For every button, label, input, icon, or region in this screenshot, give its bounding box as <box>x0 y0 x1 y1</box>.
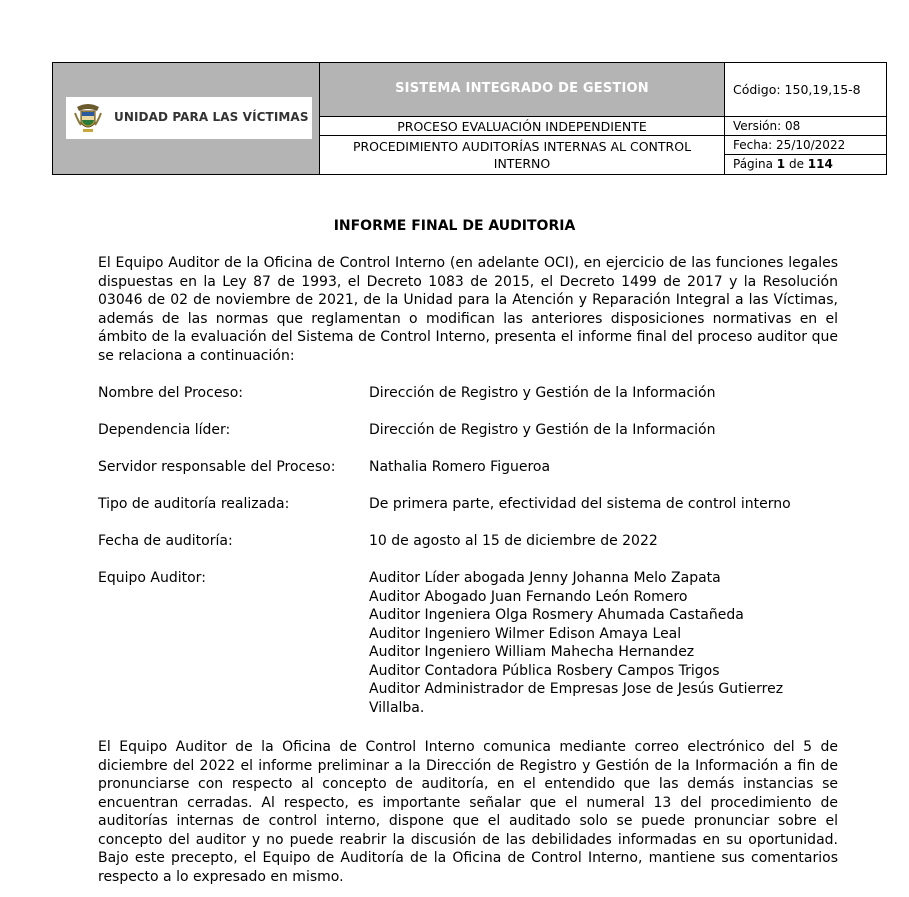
page-of: de <box>785 157 808 171</box>
auditor-item: Auditor Ingeniero Wilmer Edison Amaya Leal <box>369 625 682 642</box>
field-value: Dirección de Registro y Gestión de la Información <box>369 422 716 438</box>
coat-of-arms-icon <box>73 101 103 135</box>
field-label: Dependencia líder: <box>98 422 231 438</box>
field-value: De primera parte, efectividad del sistema de control interno <box>369 496 791 512</box>
field-label: Fecha de auditoría: <box>98 533 233 549</box>
auditor-item: Villalba. <box>369 699 425 716</box>
auditor-item: Auditor Contadora Pública Rosbery Campos Trigos <box>369 662 720 679</box>
system-title-cell <box>320 62 724 117</box>
closing-paragraph: El Equipo Auditor de la Oficina de Control Interno comunica mediante correo electrónico del 5 de diciembre del 2022 el informe preliminar a la Dirección de Registro y Gestión de la Información a fin de pronunciarse con respecto al concepto de auditoría, en el entendido que las demás instancias se encuentran cerradas. Al respecto, es importante señalar que el numeral 13 del procedimiento de auditorías internas de control interno, dispone que el auditado solo se puede pronunciar sobre el concepto del auditor y no puede reabrir la discusión de las debilidades informadas en su oportunidad. Bajo este precepto, el Equipo de Auditoría de la Oficina de Control Interno, mantiene sus comentarios respecto a lo expresado en mismo. <box>98 739 838 885</box>
page-indicator <box>724 155 887 175</box>
field-label: Nombre del Proceso: <box>98 385 244 401</box>
field-value: Dirección de Registro y Gestión de la Información <box>369 385 716 401</box>
system-title: SISTEMA INTEGRADO DE GESTION <box>395 81 649 96</box>
logo-text: UNIDAD PARA LAS VÍCTIMAS <box>114 110 309 124</box>
auditor-item: Auditor Administrador de Empresas Jose de Jesús Gutierrez <box>369 681 784 697</box>
field-value: 10 de agosto al 15 de diciembre de 2022 <box>369 533 658 549</box>
document-code: Código: 150,19,15-8 <box>724 62 887 117</box>
page-number: 1 <box>776 157 786 171</box>
document-version: Versión: 08 <box>724 117 887 136</box>
document-header <box>52 62 887 175</box>
field-label: Tipo de auditoría realizada: <box>98 496 290 512</box>
page-prefix: Página <box>733 157 777 171</box>
auditor-item: Auditor Ingeniera Olga Rosmery Ahumada Castañeda <box>369 607 744 623</box>
document-date: Fecha: 25/10/2022 <box>724 136 887 155</box>
auditor-item: Auditor Ingeniero William Mahecha Hernandez <box>369 644 695 660</box>
field-value: Nathalia Romero Figueroa <box>369 459 551 475</box>
report-title: INFORME FINAL DE AUDITORIA <box>333 218 576 234</box>
field-label: Servidor responsable del Proceso: <box>98 459 336 475</box>
field-label: Equipo Auditor: <box>98 570 206 586</box>
auditor-item: Auditor Líder abogada Jenny Johanna Melo Zapata <box>369 570 721 586</box>
logo <box>66 97 312 139</box>
procedure-line-2: INTERNO <box>493 156 551 171</box>
procedure-name <box>320 136 724 175</box>
page-total: 114 <box>807 157 833 171</box>
auditor-list <box>369 569 839 717</box>
procedure-line-1: PROCEDIMIENTO AUDITORÍAS INTERNAS AL CONTROL <box>352 139 692 154</box>
auditor-item: Auditor Abogado Juan Fernando León Romero <box>369 588 688 605</box>
intro-paragraph: El Equipo Auditor de la Oficina de Control Interno (en adelante OCI), en ejercicio de las funciones legales dispuestas en la Ley 87 de 1993, el Decreto 1083 de 2015, el Decreto 1499 de 2017 y la Resolución 03046 de 02 de noviembre de 2021, de la Unidad para la Atención y Reparación Integral a las Víctimas, además de las normas que reglamentan o modifican las anteriores disposiciones normativas en el ámbito de la evaluación del Sistema de Control Interno, presenta el informe final del proceso auditor que se relaciona a continuación: <box>98 255 838 364</box>
logo-cell <box>52 62 320 175</box>
process-name: PROCESO EVALUACIÓN INDEPENDIENTE <box>320 117 724 136</box>
